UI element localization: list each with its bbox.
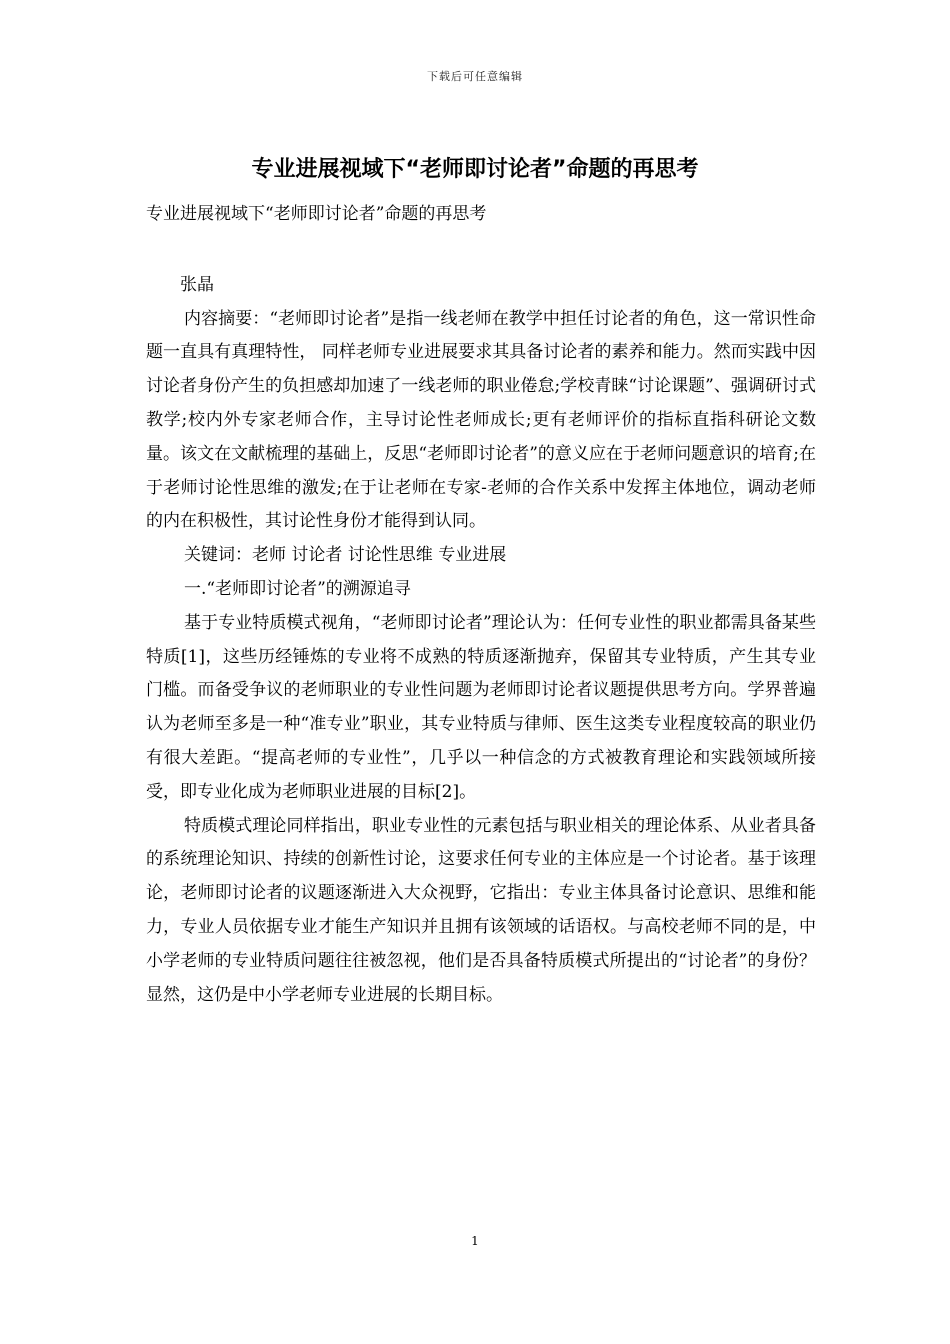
- document-body: [146, 198, 816, 1012]
- section-heading: 一.“老师即讨论者”的溯源追寻: [184, 578, 411, 599]
- author-name: 张晶: [180, 274, 214, 295]
- page-number: 1: [471, 1234, 479, 1248]
- page-header-note: 下载后可任意编辑: [427, 70, 523, 83]
- document-subtitle: 专业进展视域下“老师即讨论者”命题的再思考: [146, 204, 487, 224]
- abstract-paragraph: 内容摘要：“老师即讨论者”是指一线老师在教学中担任讨论者的角色，这一常识性命题一直具有真理特性， 同样老师专业进展要求其具备讨论者的素养和能力。然而实践中因讨论者身份产生的负担感却加速了一线老师的职业倦怠;学校青睐“讨论课题”、强调研讨式教学;校内外专家老师合作，主导讨论性老师成长;更有老师评价的指标直指科研论文数量。该文在文献梳理的基础上，反思“老师即讨论者”的意义应在于老师问题意识的培育;在于老师讨论性思维的激发;在于让老师在专家-老师的合作关系中发挥主体地位，调动老师的内在积极性，其讨论性身份才能得到认同。: [146, 308, 816, 532]
- body-paragraph: 基于专业特质模式视角，“老师即讨论者”理论认为：任何专业性的职业都需具备某些特质[1]，这些历经锤炼的专业将不成熟的特质逐渐抛弃，保留其专业特质，产生其专业门槛。而备受争议的老师职业的专业性问题为老师即讨论者议题提供思考方向。学界普遍认为老师至多是一种“准专业”职业，其专业特质与律师、医生这类专业程度较高的职业仍有很大差距。“提高老师的专业性”，几乎以一种信念的方式被教育理论和实践领域所接受，即专业化成为老师职业进展的目标[2]。: [146, 612, 816, 802]
- document-title: 专业进展视域下“老师即讨论者”命题的再思考: [251, 157, 699, 182]
- body-paragraph: 特质模式理论同样指出，职业专业性的元素包括与职业相关的理论体系、从业者具备的系统理论知识、持续的创新性讨论，这要求任何专业的主体应是一个讨论者。基于该理论，老师即讨论者的议题逐渐进入大众视野，它指出：专业主体具备讨论意识、思维和能力，专业人员依据专业才能生产知识并且拥有该领域的话语权。与高校老师不同的是，中小学老师的专业特质问题往往被忽视，他们是否具备特质模式所提出的“讨论者”的身份？显然，这仍是中小学老师专业进展的长期目标。: [146, 815, 816, 1005]
- keywords-line: 关键词：老师 讨论者 讨论性思维 专业进展: [184, 545, 507, 566]
